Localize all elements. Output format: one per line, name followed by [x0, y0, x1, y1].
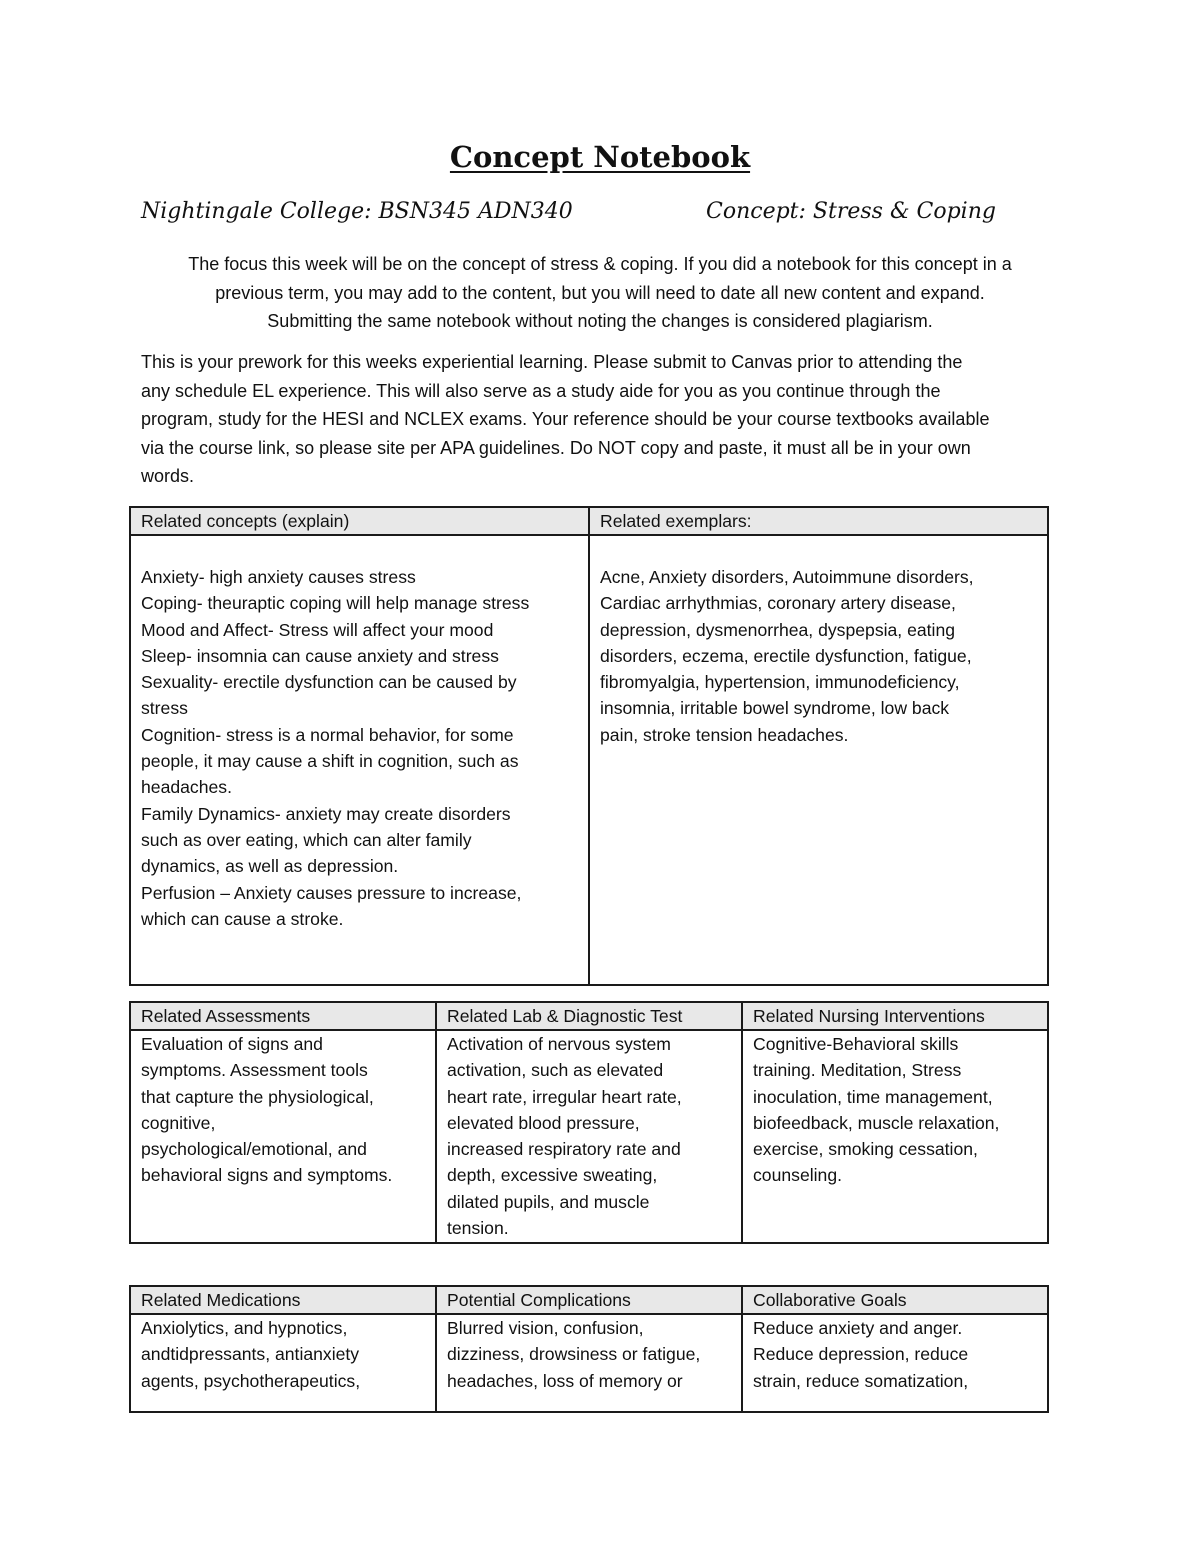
collaborative-goals-cell — [742, 1314, 1048, 1412]
cell-line: which can cause a stroke. — [141, 908, 344, 929]
header-related-exemplars: Related exemplars: — [589, 507, 1048, 535]
cell-line: psychological/emotional, and — [141, 1139, 367, 1160]
cell-line: strain, reduce somatization, — [753, 1370, 969, 1391]
cell-line: Family Dynamics- anxiety may create disorders — [141, 803, 511, 824]
header-collaborative-goals: Collaborative Goals — [742, 1286, 1048, 1314]
intro-line: previous term, you may add to the content, but you will need to date all new content and expand. — [215, 282, 985, 303]
body-line: any schedule EL experience. This will also serve as a study aide for you as you continue through the — [141, 380, 941, 401]
cell-line: behavioral signs and symptoms. — [141, 1165, 393, 1186]
body-line: program, study for the HESI and NCLEX exams. Your reference should be your course textbooks available — [141, 409, 990, 429]
cell-line: Evaluation of signs and — [141, 1034, 323, 1054]
cell-line: fibromyalgia, hypertension, immunodeficiency, — [600, 672, 960, 693]
cell-line: activation, such as elevated — [447, 1060, 664, 1081]
cell-line: insomnia, irritable bowel syndrome, low back — [600, 698, 950, 719]
cell-line: symptoms. Assessment tools — [141, 1060, 368, 1081]
cell-line: Cognition- stress is a normal behavior, for some — [141, 724, 514, 745]
college-course-label: Nightingale College: BSN345 ADN340 — [141, 199, 573, 224]
cell-line: Blurred vision, confusion, — [447, 1318, 644, 1338]
medications-goals-table — [129, 1285, 1049, 1413]
table-row — [130, 1314, 1048, 1412]
cell-line: exercise, smoking cessation, — [753, 1139, 978, 1160]
cell-line: people, it may cause a shift in cognition, such as — [141, 751, 519, 772]
concepts-exemplars-table — [129, 506, 1049, 986]
cell-line: increased respiratory rate and — [447, 1139, 681, 1160]
table-header-row — [130, 1002, 1048, 1030]
cell-line: headaches, loss of memory or — [447, 1370, 683, 1391]
cell-line: biofeedback, muscle relaxation, — [753, 1112, 1000, 1133]
cell-line: Sleep- insomnia can cause anxiety and stress — [141, 645, 499, 666]
header-related-assessments: Related Assessments — [130, 1002, 436, 1030]
cell-line: Activation of nervous system — [447, 1034, 671, 1054]
cell-line: such as over eating, which can alter family — [141, 829, 472, 850]
table-row — [130, 535, 1048, 985]
cell-line: tension. — [447, 1218, 509, 1239]
cell-line: agents, psychotherapeutics, — [141, 1370, 361, 1391]
cell-line: Anxiolytics, and hypnotics, — [141, 1318, 348, 1338]
cell-line: Cognitive-Behavioral skills — [753, 1034, 959, 1054]
cell-line: cognitive, — [141, 1112, 216, 1133]
cell-line: andtidpressants, antianxiety — [141, 1344, 360, 1365]
cell-line: Cardiac arrhythmias, coronary artery disease, — [600, 593, 956, 614]
table-header-row — [130, 507, 1048, 535]
header-related-medications: Related Medications — [130, 1286, 436, 1314]
header-lab-diagnostic: Related Lab & Diagnostic Test — [436, 1002, 742, 1030]
cell-line: elevated blood pressure, — [447, 1112, 640, 1133]
cell-line: depth, excessive sweating, — [447, 1165, 658, 1186]
header-nursing-interventions: Related Nursing Interventions — [742, 1002, 1048, 1030]
intro-centered-paragraph — [141, 250, 1059, 336]
complications-cell — [436, 1314, 742, 1412]
cell-line: headaches. — [141, 777, 232, 798]
cell-line: dilated pupils, and muscle — [447, 1191, 650, 1212]
cell-line: Anxiety- high anxiety causes stress — [141, 567, 416, 587]
body-line: words. — [141, 466, 195, 486]
assessments-cell — [130, 1030, 436, 1243]
concept-label: Concept: Stress & Coping — [706, 199, 996, 224]
table-row — [130, 1030, 1048, 1243]
cell-line: stress — [141, 698, 188, 719]
nursing-interventions-cell — [742, 1030, 1048, 1243]
assessments-interventions-table — [129, 1001, 1049, 1244]
cell-line: Reduce depression, reduce — [753, 1344, 969, 1365]
lab-diagnostic-cell — [436, 1030, 742, 1243]
cell-line: dizziness, drowsiness or fatigue, — [447, 1344, 701, 1365]
cell-line: Sexuality- erectile dysfunction can be caused by — [141, 672, 517, 693]
intro-body-paragraph — [141, 348, 1053, 491]
cell-line: that capture the physiological, — [141, 1086, 374, 1107]
cell-line: Mood and Affect- Stress will affect your mood — [141, 619, 494, 640]
cell-line: heart rate, irregular heart rate, — [447, 1086, 682, 1107]
cell-line: Acne, Anxiety disorders, Autoimmune disorders, — [600, 567, 974, 587]
intro-line: The focus this week will be on the concept of stress & coping. If you did a notebook for this concept in a — [188, 254, 1012, 274]
cell-line: pain, stroke tension headaches. — [600, 724, 849, 745]
related-exemplars-cell — [589, 535, 1048, 985]
cell-line: training. Meditation, Stress — [753, 1060, 962, 1081]
page-title: Concept Notebook — [449, 140, 751, 174]
body-line: via the course link, so please site per APA guidelines. Do NOT copy and paste, it must all be in your own — [141, 437, 971, 458]
body-line: This is your prework for this weeks experiential learning. Please submit to Canvas prior to attending the — [141, 352, 963, 372]
cell-line: dynamics, as well as depression. — [141, 856, 399, 877]
cell-line: inoculation, time management, — [753, 1086, 993, 1107]
cell-line: Perfusion – Anxiety causes pressure to increase, — [141, 882, 522, 903]
cell-line: Coping- theuraptic coping will help manage stress — [141, 593, 530, 614]
cell-line: counseling. — [753, 1165, 843, 1186]
related-concepts-cell — [130, 535, 589, 985]
intro-line: Submitting the same notebook without noting the changes is considered plagiarism. — [267, 311, 933, 331]
cell-line: Reduce anxiety and anger. — [753, 1318, 963, 1338]
cell-line: depression, dysmenorrhea, dyspepsia, eating — [600, 619, 956, 640]
header-related-concepts: Related concepts (explain) — [130, 507, 589, 535]
cell-line: disorders, eczema, erectile dysfunction, fatigue, — [600, 645, 972, 666]
header-potential-complications: Potential Complications — [436, 1286, 742, 1314]
table-header-row — [130, 1286, 1048, 1314]
medications-cell — [130, 1314, 436, 1412]
